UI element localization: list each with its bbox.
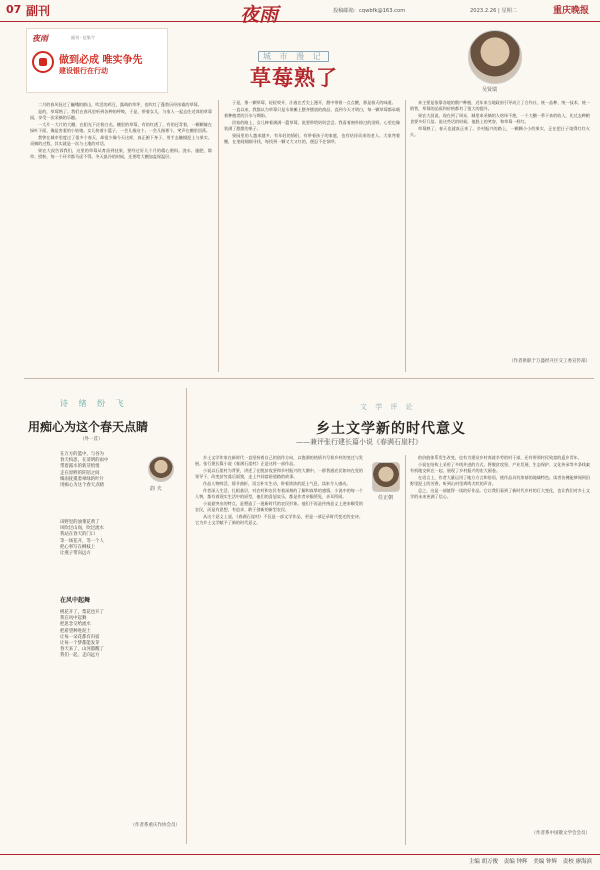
article-category xyxy=(258,44,329,63)
advertisement xyxy=(26,28,168,93)
reviewer-signature: （作者系中国散文学会会员） xyxy=(531,831,590,836)
poet-photo xyxy=(148,456,174,482)
page-number: 07 xyxy=(6,3,22,16)
section-divider xyxy=(24,378,594,379)
paragraph: 乡土文学作家在新时代一直坚持着自己的创作方向，以饱满的热情书写着乡村的变迁与发展。张行建长篇小说《春满石崖村》正是这样一部作品。 xyxy=(195,455,363,467)
paragraph: 来主要是依靠各地的散户种植，近年来当地政府引导成立了合作社，统一品种、统一技术、统一销售，草莓的品质和价格都有了很大的提升。 xyxy=(410,100,590,112)
poem-line: 春天来了，山河都醒了 xyxy=(60,647,104,653)
poem-line: 春天构思，在清明的雨中 xyxy=(60,458,109,464)
poem-subtitle: （外一首） xyxy=(80,437,103,442)
review-column-2 xyxy=(410,455,590,817)
column-divider xyxy=(405,455,406,845)
ad-tagline: 建设银行在行动 xyxy=(59,67,108,75)
credit-editor: 责编 钟辉 xyxy=(503,859,528,865)
article-column-2 xyxy=(224,100,400,372)
credit-designer: 美编 钟辉 xyxy=(533,859,557,865)
poem-line: 细雨抚摸着翠绿的叶片 xyxy=(60,476,104,482)
paragraph: 我曾在城市里度过了很多个春天，却很少像今天这样，真正俯下身子，用手去触摸泥土与果实。采摘的过程，其实就是一次与土地的对话。 xyxy=(30,134,212,147)
column-divider xyxy=(218,100,219,372)
newspaper-logo: 重庆晚报 xyxy=(553,6,590,16)
author-signature: （作者供职于万盛经开区交工委宣传部） xyxy=(509,359,590,364)
poem-line: 在万方的篮中，与谷为 xyxy=(60,452,104,457)
paragraph: 是的，草莓熟了。我们在春风里听到各种的呼唤，于是，带着女儿，与家人一起去往近郊的草莓园，享受一次采摘的乐趣。 xyxy=(30,108,212,121)
paragraph: 草莓熟了，春天也就真正来了。乡村振兴的路上，一颗颗小小的果实，正在把日子染得红红火火。 xyxy=(410,126,590,138)
poem-title: 用痴心为这个春天点睛 xyxy=(28,420,149,434)
paragraph: 果园里的人越来越多，有年轻的情侣，有带着孩子的家庭，也有结伴而来的老人。大家弯着腰，在垄间细细寻找，每找到一颗又大又红的，便忍不住惊呼。 xyxy=(224,132,400,145)
editorial-credits xyxy=(465,857,592,865)
masthead xyxy=(0,0,600,26)
paragraph: 在语言上，作者大量运用了地方方言和俗语，使作品具有浓郁的地域特色。读者仿佛能够闻到田野里泥土的芳香，听到山村里鸡鸣犬吠的声音。 xyxy=(410,474,590,487)
reviewer-photo xyxy=(372,462,400,492)
poem-line: 把心事写在柳枝上 xyxy=(60,544,96,550)
poem-stanza-3 xyxy=(60,610,170,660)
paragraph: 总之，这是一部值得一读的好作品。它让我们看到了新时代乡村的巨大变化，也让我们对乡土文学的未来充满了信心。 xyxy=(410,487,590,500)
poem-line: 让每一朵花都有归宿 xyxy=(60,634,100,640)
review-column-1 xyxy=(195,455,363,845)
paragraph: 小说在结构上采用了多线并进的方式，将脱贫攻坚、产业发展、生态保护、文化传承等多条线索有机地交织在一起，展现了乡村振兴的宏大画卷。 xyxy=(410,461,590,474)
section-name: 副刊 xyxy=(26,4,51,18)
poem-line: 等一场花开，等一个人 xyxy=(60,538,104,544)
category-label: 城 市 漫 记 xyxy=(258,51,329,62)
article-column-1 xyxy=(30,102,212,372)
credit-proofreader: 责校 廖海滨 xyxy=(562,859,592,865)
paragraph: 作者深入生活，扎根基层，对农村和农民有着深刻的了解和真挚的感情。小说中的每一个人物，都有着现实生活中的原型，他们的喜怒哀乐，都是作者亲眼所见、亲耳所闻。 xyxy=(195,487,363,500)
paragraph: 二月的春风抚过了巍峨的群山，吹活的鸡豆，露萌的草坪，也吹红了蓬勃历经冰霜的草莓。 xyxy=(38,102,202,107)
poem-line: 我站在春天的门口 xyxy=(60,532,96,538)
poem-stanza-2 xyxy=(60,520,170,557)
article-title: 草莓熟了 xyxy=(250,65,338,90)
poem-line: 把希望种进泥土 xyxy=(60,628,91,634)
paragraph: 回家的路上，女儿捧着满满一篮草莓，说要带给奶奶尝尝。我看着窗外掠过的田野，心里也像装满了甜甜的果子。 xyxy=(224,119,400,132)
poem-line: 让每一个梦都能发芽 xyxy=(60,641,100,647)
poem-line: 走在原野的阡陌之间 xyxy=(60,470,100,476)
bank-logo-icon xyxy=(32,51,54,73)
author-photo xyxy=(468,30,522,84)
reviewer-name: 任正朝 xyxy=(378,495,394,501)
poem-line: 把思念交给流水 xyxy=(60,622,91,628)
article-column-3 xyxy=(410,100,590,355)
paragraph: 果农大叔告诉我们，这里的草莓从育苗到挂果，要经过好几个月的精心照料。浇水、施肥、除草、授粉，每一个环节都马虎不得。冬天最冷的时候，还要给大棚加盖保温层。 xyxy=(30,148,212,160)
poem-line: 我们一起，走向远方 xyxy=(60,653,100,659)
paragraph: 一大片一大片的大棚，在阳光下泛着白光。棚里的草莓，有的红透了，有的还青着，一颗颗躲在绿叶下面，像是害羞的小姑娘。女儿挎着小篮子，一会儿指这个，一会儿指那个，笑声在棚里回荡。 xyxy=(30,121,212,134)
paragraph: 作品人物鲜活，情节曲折，语言朴实生动，带着浓浓的泥土气息，读来令人感动。 xyxy=(203,481,351,487)
ad-issue: 副刊 · 征集令 xyxy=(71,35,95,40)
paragraph: 小说最突出的特点，是塑造了一批新时代的农民形象。他们不再是传统意义上逆来顺受的农民，而是有思想、有追求、敢于创新的新型农民。 xyxy=(195,501,363,513)
paragraph: 一直以来，我都以为草莓只是水果摊上整齐摆放的商品。直到今天才明白，每一颗草莓都承载着种植者的汗水与期盼。 xyxy=(224,106,400,119)
author-name: 吴贤瑞 xyxy=(482,87,498,93)
column-divider xyxy=(186,388,187,844)
ad-slogan: 做到必成 唯实争先 xyxy=(59,55,143,66)
review-subtitle: ——兼评张行建长篇小说《春满石崖村》 xyxy=(296,438,422,446)
poem-line: 我在风中起舞 xyxy=(60,616,87,622)
paragraph: 从这个意义上说，《春满石崖村》不仅是一部文学作品，更是一部记录时代变迁的史诗。它为乡土文学赋予了新的时代意义。 xyxy=(195,514,363,526)
brand-logo: 夜雨 xyxy=(240,4,279,26)
ad-brand: 夜雨 xyxy=(32,33,48,43)
paragraph: 果农大叔说，现在到了周末，城里来采摘的人络绎不绝，一个大棚一季下来的收入，比过去种粮食要多好几倍。说这些话的时候，他脸上的笑容，和草莓一样红。 xyxy=(410,113,590,125)
poem-title-2: 在风中起舞 xyxy=(60,597,91,604)
paragraph: 子是，推一颗草莓，轻轻咬开，汁液在舌尖上漫开，甜中带着一点点酸，那是春天的味道。 xyxy=(232,100,396,105)
poet-signature: （作者系重庆作协会员） xyxy=(130,823,180,828)
credit-chief-editor: 主编 胡万俊 xyxy=(468,859,498,865)
page-footer xyxy=(0,854,600,870)
review-title: 乡土文学新的时代意义 xyxy=(316,421,466,437)
poem-line: 让燕子带向远方 xyxy=(60,551,91,557)
poem-section-header: 诗 绪 纷 飞 xyxy=(60,399,128,408)
review-section-header: 文 学 评 论 xyxy=(360,403,416,411)
paragraph: 的价值体系发生改变，也有为建设乡村奔波辛劳的村干部，还有带领村民致富的返乡青年。 xyxy=(418,455,582,460)
poem-line: 桃花开了，梨花也开了 xyxy=(60,610,104,615)
poet-name: 韵 夫 xyxy=(150,486,162,492)
paragraph: 小说以石崖村为背景，讲述了在脱贫攻坚和乡村振兴的大潮中，一群普通农民如何在党的领导下，改变贫穷落后面貌，走上共同富裕道路的故事。 xyxy=(195,468,363,480)
poem-line: 田野里的油菜花黄了 xyxy=(60,520,100,525)
poem-stanza-1 xyxy=(60,452,150,489)
issue-date: 2023.2.26 | 星期二 xyxy=(470,8,518,14)
poem-line: 用痴心为这个春天点睛 xyxy=(60,483,104,489)
poem-line: 带着露水的新芽悄悄 xyxy=(60,464,100,470)
column-divider xyxy=(405,100,406,372)
submission-email: 投稿邮箱：cqwbfk@163.com xyxy=(333,8,406,14)
poem-line: 风吹过山岗，吹过流水 xyxy=(60,526,104,532)
